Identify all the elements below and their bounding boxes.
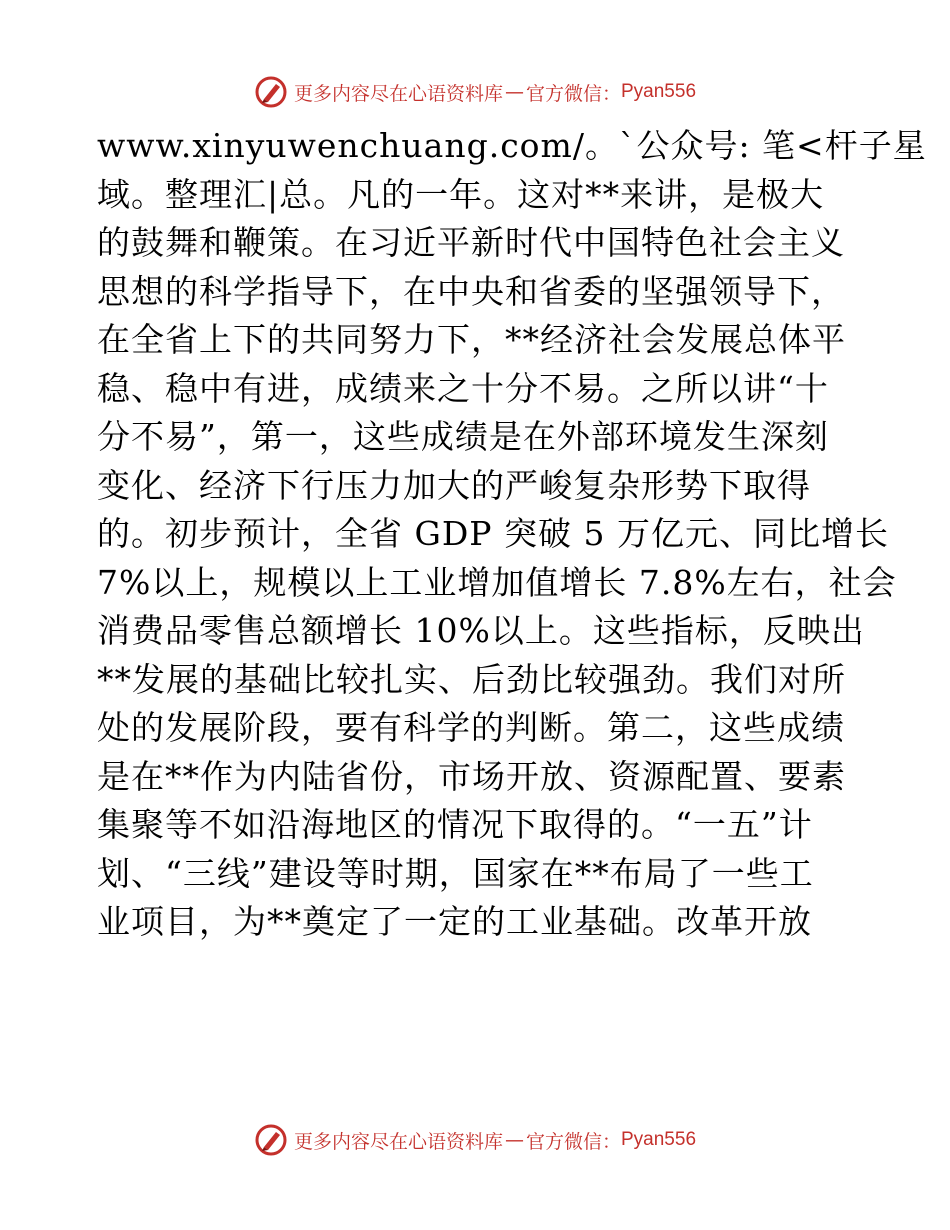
body-line: 7%以上，规模以上工业增加值增长 7.8%左右，社会 — [97, 562, 897, 602]
banner-wechat-id: Pyan556 — [621, 81, 697, 102]
body-line: 变化、经济下行压力加大的严峻复杂形势下取得 — [97, 465, 811, 505]
body-line: 稳、稳中有进，成绩来之十分不易。之所以讲“十 — [97, 368, 829, 408]
body-line: 思想的科学指导下，在中央和省委的坚强领导下， — [97, 271, 845, 311]
banner-separator: — — [504, 1129, 524, 1151]
banner-separator: — — [504, 81, 524, 103]
pen-logo-icon — [254, 1123, 288, 1157]
body-line: 域。整理汇|总。凡的一年。这对**来讲，是极大 — [97, 174, 825, 214]
body-line: 分不易”，第一，这些成绩是在外部环境发生深刻 — [97, 417, 829, 456]
banner-main-text: 更多内容尽在心语资料库 — [293, 1130, 503, 1153]
document-body — [97, 122, 927, 947]
pen-logo-icon — [254, 75, 288, 109]
body-line: 是在**作为内陆省份，市场开放、资源配置、要素 — [97, 756, 846, 796]
footer-banner — [0, 1120, 950, 1160]
header-banner — [0, 72, 950, 112]
body-line: 在全省上下的共同努力下，**经济社会发展总体平 — [97, 320, 846, 359]
body-line: 划、“三线”建设等时期，国家在**布局了一些工 — [97, 853, 814, 893]
body-line: 的鼓舞和鞭策。在习近平新时代中国特色社会主义 — [97, 223, 845, 262]
body-line: 业项目，为**奠定了一定的工业基础。改革开放 — [97, 902, 812, 941]
banner-main-text: 更多内容尽在心语资料库 — [293, 82, 503, 105]
body-line: 集聚等不如沿海地区的情况下取得的。“一五”计 — [97, 805, 813, 844]
body-line: 处的发展阶段，要有科学的判断。第二，这些成绩 — [97, 708, 845, 747]
banner-wechat-label: 官方微信： — [525, 82, 621, 105]
banner-wechat-id: Pyan556 — [621, 1129, 697, 1150]
banner-wechat-label: 官方微信： — [525, 1130, 621, 1153]
body-line: www.xinyuwenchuang.com/。`公众号: 笔<杆子星 — [97, 126, 927, 165]
body-line: 消费品零售总额增长 10%以上。这些指标，反映出 — [97, 611, 865, 650]
body-line: **发展的基础比较扎实、后劲比较强劲。我们对所 — [97, 659, 846, 699]
body-line: 的。初步预计，全省 GDP 突破 5 万亿元、同比增长 — [97, 514, 889, 553]
